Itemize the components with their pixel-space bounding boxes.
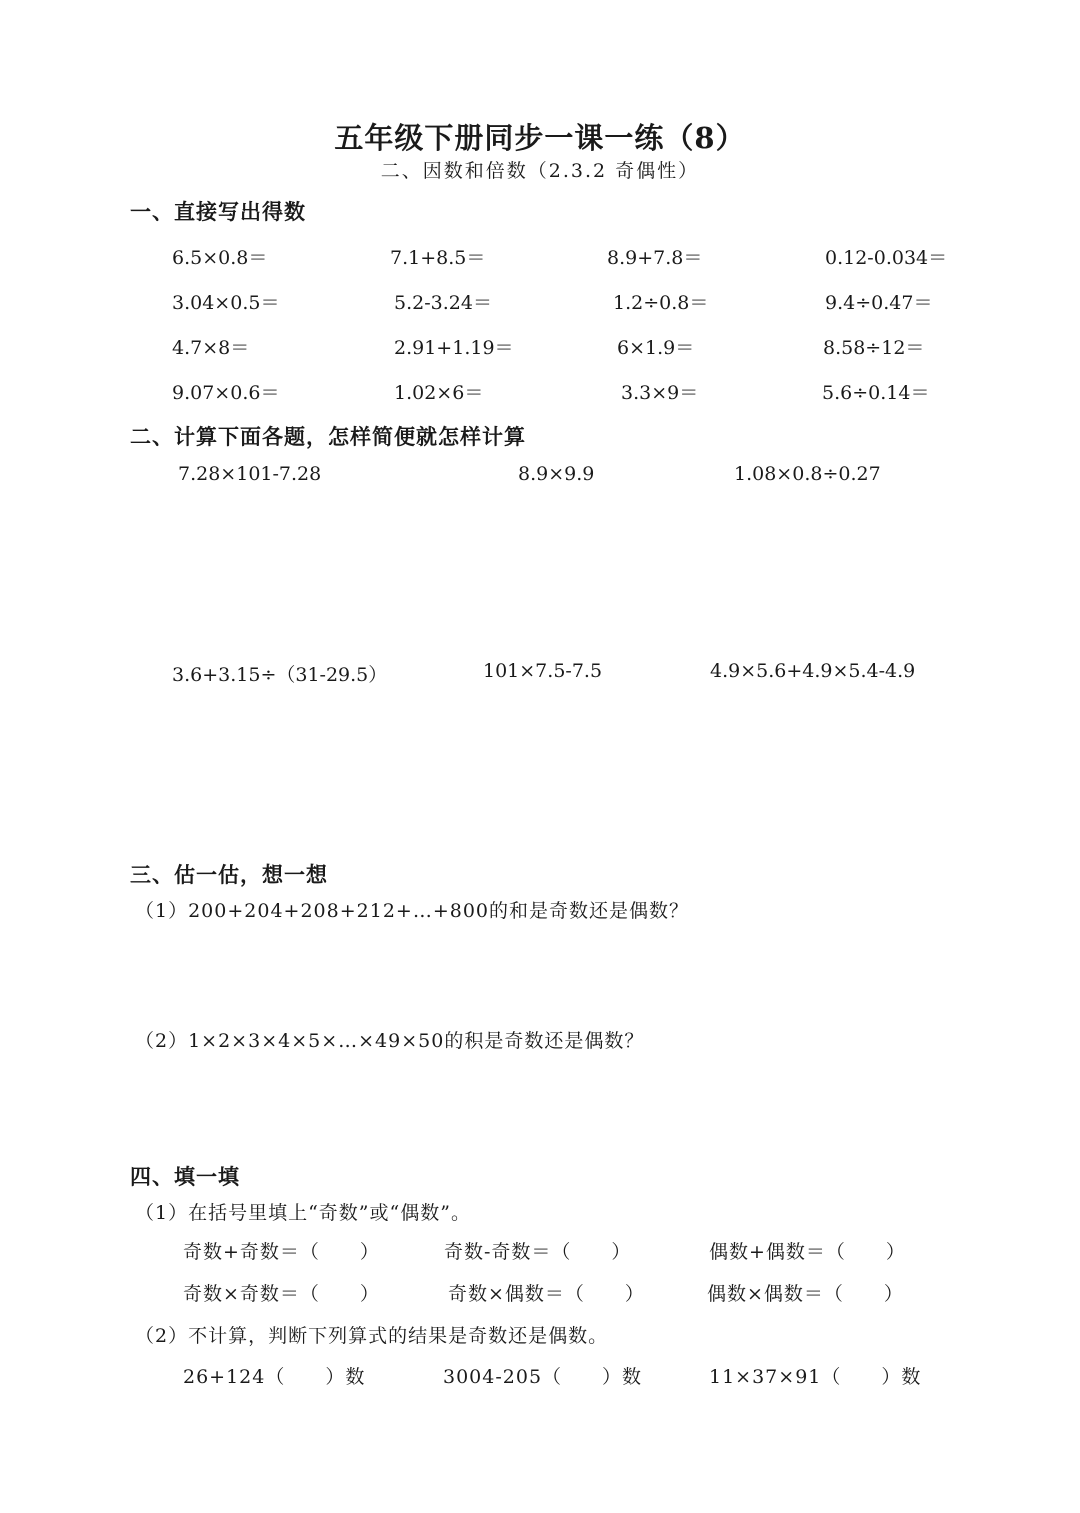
simplify-item: 1.08×0.8÷0.27 xyxy=(734,463,881,485)
section1-heading: 一、直接写出得数 xyxy=(130,199,306,224)
fill-item: 11×37×91（ ）数 xyxy=(709,1366,922,1388)
calc-item: 7.1+8.5＝ xyxy=(390,247,486,269)
calc-item: 3.3×9＝ xyxy=(621,382,699,404)
calc-item: 3.04×0.5＝ xyxy=(172,292,280,314)
question-text: （1）200+204+208+212+…+800的和是奇数还是偶数？ xyxy=(135,900,690,922)
calc-item: 0.12-0.034＝ xyxy=(825,247,948,269)
calc-item: 4.7×8＝ xyxy=(172,337,250,359)
page-title: 五年级下册同步一课一练（8） xyxy=(334,121,746,155)
calc-item: 5.6÷0.14＝ xyxy=(822,382,930,404)
simplify-item: 4.9×5.6+4.9×5.4-4.9 xyxy=(710,660,916,682)
calc-item: 1.02×6＝ xyxy=(394,382,484,404)
calc-item: 6×1.9＝ xyxy=(617,337,695,359)
fill-item: 奇数×奇数＝（ ） xyxy=(183,1283,380,1305)
fill-item: 3004-205（ ）数 xyxy=(443,1366,643,1388)
calc-item: 9.07×0.6＝ xyxy=(172,382,280,404)
calc-item: 6.5×0.8＝ xyxy=(172,247,268,269)
question-text: （1）在括号里填上“奇数”或“偶数”。 xyxy=(135,1202,471,1224)
question-text: （2）不计算，判断下列算式的结果是奇数还是偶数。 xyxy=(135,1325,609,1347)
calc-item: 1.2÷0.8＝ xyxy=(613,292,709,314)
section2-heading: 二、计算下面各题，怎样简便就怎样计算 xyxy=(130,424,526,449)
calc-item: 8.58÷12＝ xyxy=(823,337,925,359)
question-text: （2）1×2×3×4×5×…×49×50的积是奇数还是偶数？ xyxy=(135,1030,645,1052)
page-subtitle: 二、因数和倍数（2.3.2 奇偶性） xyxy=(380,160,700,182)
calc-item: 2.91+1.19＝ xyxy=(394,337,514,359)
simplify-item: 101×7.5-7.5 xyxy=(483,660,603,682)
simplify-item: 3.6+3.15÷（31-29.5） xyxy=(172,664,388,686)
calc-item: 5.2-3.24＝ xyxy=(394,292,492,314)
section4-heading: 四、填一填 xyxy=(130,1164,240,1189)
fill-item: 偶数+偶数＝（ ） xyxy=(709,1241,906,1263)
section3-heading: 三、估一估，想一想 xyxy=(130,862,328,887)
fill-item: 奇数×偶数＝（ ） xyxy=(448,1283,645,1305)
simplify-item: 8.9×9.9 xyxy=(518,463,595,485)
fill-item: 奇数-奇数＝（ ） xyxy=(444,1241,632,1263)
calc-item: 8.9+7.8＝ xyxy=(607,247,703,269)
calc-item: 9.4÷0.47＝ xyxy=(825,292,933,314)
fill-item: 26+124（ ）数 xyxy=(183,1366,366,1388)
simplify-item: 7.28×101-7.28 xyxy=(178,463,322,485)
fill-item: 偶数×偶数＝（ ） xyxy=(707,1283,904,1305)
fill-item: 奇数+奇数＝（ ） xyxy=(183,1241,380,1263)
